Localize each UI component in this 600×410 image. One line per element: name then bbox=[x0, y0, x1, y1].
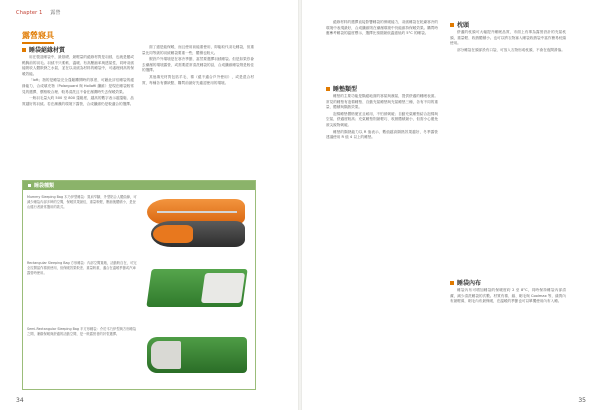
bag-type-mummy bbox=[27, 195, 251, 255]
bag-type-rectangular bbox=[27, 261, 251, 321]
bag-type-description: Mummy Sleeping Bag 木乃伊型睡袋：寬肩窄腳，外型貼合人體曲線，可減少睡袋內部多餘的空間，保暖效果最佳，重量較輕，壓縮後體積小，是登山健行者最常選用的款式。 bbox=[27, 195, 137, 210]
paragraph: 泡棉睡墊價格便宜且耐用，不怕被刺破；自動充氣睡墊結合泡棉與空氣，舒適度較高；充氣睡墊則最輕巧、收納體積最小，但需小心避免被尖銳物刺破。 bbox=[326, 111, 438, 127]
box-header bbox=[23, 181, 255, 190]
paragraph: 部分睡袋在頭部設有口袋，可放入衣物形成枕頭，不會在夜間滑落。 bbox=[457, 47, 565, 52]
section-mark-icon bbox=[28, 184, 31, 187]
subheading-liner-text: 睡袋內布 bbox=[457, 280, 482, 287]
bag-type-semi-rectangular bbox=[27, 327, 251, 385]
subheading-sleeping-pad-text: 睡墊類型 bbox=[333, 86, 358, 93]
subheading-insulation bbox=[22, 45, 65, 54]
right-column-2-top bbox=[450, 30, 566, 140]
subheading-sleeping-pad bbox=[326, 84, 357, 93]
chapter-label: Chapter 1 bbox=[16, 10, 43, 16]
bag-type-description: Rectangular Sleeping Bag 方形睡袋：內部空間寬敞，活動較自在，可完全拉開當作棉被使用，但保暖效果較差、重量較重，適合在溫暖季節或汽車露營時使用。 bbox=[27, 261, 137, 276]
paragraph: 睡袋內布可增加睡袋的保暖度約 2 至 8°C，同時保持睡袋內部清潔，減少清洗睡袋的次數。材質有棉、絲、刷毛與 Coolmax 等，絲質內布最輕薄，刷毛內布最保暖，在溫暖的季節也可以單獨使用內布入睡。 bbox=[450, 288, 566, 304]
subheading-insulation-text: 睡袋絕緣材質 bbox=[29, 47, 66, 54]
mummy-bag-image bbox=[143, 195, 251, 255]
semi-rectangular-bag-image bbox=[143, 327, 251, 385]
sleeping-bag-types-box bbox=[22, 180, 256, 390]
bag-type-description: Semi-Rectangular Sleeping Bag 半方形睡袋：介於木乃伊型與方形睡袋之間，兼顧保暖與舒適的活動空間，是一般露營者的折衷選擇。 bbox=[27, 327, 137, 337]
right-column-2 bbox=[450, 288, 566, 390]
subheading-liner bbox=[450, 278, 481, 287]
paragraph: 用在製造睡袋中，最基礎、最輕量的絕緣材質是羽絨，也就是鵝或鴨胸前的羽毛。羽絨不只柔軟、溫暖、有高壓縮率與透氣性，同時羽絨能吸收人體散發之水氣，並在以羽絨為材料的睡袋中，可處理到高的保暖效能。 bbox=[22, 55, 134, 76]
paragraph: 舒適的枕頭可大幅提升睡眠品質，市面上有專為露營設計的充氣枕頭，重量輕、收納體積小。也可以將衣物塞入睡袋收納袋中當作簡易枕頭使用。 bbox=[450, 30, 566, 46]
chapter-header bbox=[16, 9, 61, 16]
section-title bbox=[22, 30, 54, 44]
paragraph: 一般羽毛量大約 500 至 800 蓬鬆度，越高的數字表示越蓬鬆、品質越好的羽絨。若在潮濕的環境下露營，合成纖維仍是較適合的選擇。 bbox=[22, 96, 134, 106]
box-title: 睡袋種類 bbox=[34, 183, 55, 189]
left-column-1 bbox=[22, 55, 134, 177]
left-column-2 bbox=[142, 45, 254, 177]
right-column-1-top bbox=[326, 20, 438, 80]
paragraph: 睡墊的隔熱能力以 R 值表示，數值越高隔熱效果越好，冬季露營建議使用 R 值 4 以上的睡墊。 bbox=[326, 129, 438, 140]
section-mark-icon bbox=[22, 48, 26, 52]
paragraph: 絕緣材料的選擇直接影響睡袋的保暖能力，羽絨睡袋在乾燥寒冷的環境中表現最好，合成纖維則在潮濕環境中仍能維持保暖效果。購買時應參考睡袋的溫度標示，選擇比預期最低溫還低約 5°C 的睡袋。 bbox=[326, 20, 438, 36]
page-number-right: 35 bbox=[578, 397, 586, 404]
section-mark-icon bbox=[326, 87, 330, 91]
section-mark-icon bbox=[450, 23, 454, 27]
right-page bbox=[302, 0, 600, 410]
section-title-underline bbox=[22, 42, 54, 44]
page-number-left: 34 bbox=[16, 397, 24, 404]
subheading-pillow bbox=[450, 20, 469, 29]
paragraph: 假設戶外環境是在寒冷季節，當然要選擇羽絨睡袋。但是如果你會去潮濕的環境露營，或需要經常清洗睡袋的話，合成纖維睡袋則是較佳的選擇。 bbox=[142, 57, 254, 73]
section-title-text: 露營寢具 bbox=[22, 31, 54, 40]
chapter-name: 露營 bbox=[50, 10, 61, 16]
mummy-bag-hood bbox=[153, 225, 193, 243]
rectangular-bag-image bbox=[143, 261, 251, 321]
subheading-pillow-text: 枕頭 bbox=[457, 22, 470, 29]
paragraph: 睡墊的主要功能是隔絕地面的寒氣與濕氣，提供舒適的睡眠表面。常見的睡墊有泡棉睡墊、自動充氣睡墊與充氣睡墊三種，各有不同的重量、體積與隔熱效果。 bbox=[326, 94, 438, 110]
rectangular-bag-lining bbox=[201, 273, 245, 303]
bag-zipper bbox=[157, 211, 237, 213]
section-mark-icon bbox=[450, 281, 454, 285]
left-page bbox=[0, 0, 298, 410]
right-column-1 bbox=[326, 94, 438, 390]
paragraph: 「loft」指的是睡袋完全蓬鬆攤開時的厚度，可藉此評估睡袋的絕緣能力，合成填充物（Polarguard 與 Hollofil 纖維）是現在睡袋較常見的選擇，價格較合理、較易清洗且不會在濕潤時失去保暖效果。 bbox=[22, 78, 134, 94]
semi-rectangular-bag-opening bbox=[151, 341, 181, 369]
paragraph: 其他填充材質包括羊毛、棉（絕不適合戶外使用），或是混合材質，每種各有優缺點，購買前最好先確認使用的環境。 bbox=[142, 74, 254, 85]
paragraph: 面了還是能保暖，而且使用前能重使用，即能取代羽毛睡袋，但重量比同等級的羽絨睡袋要重一些，體積也較大。 bbox=[142, 45, 254, 55]
